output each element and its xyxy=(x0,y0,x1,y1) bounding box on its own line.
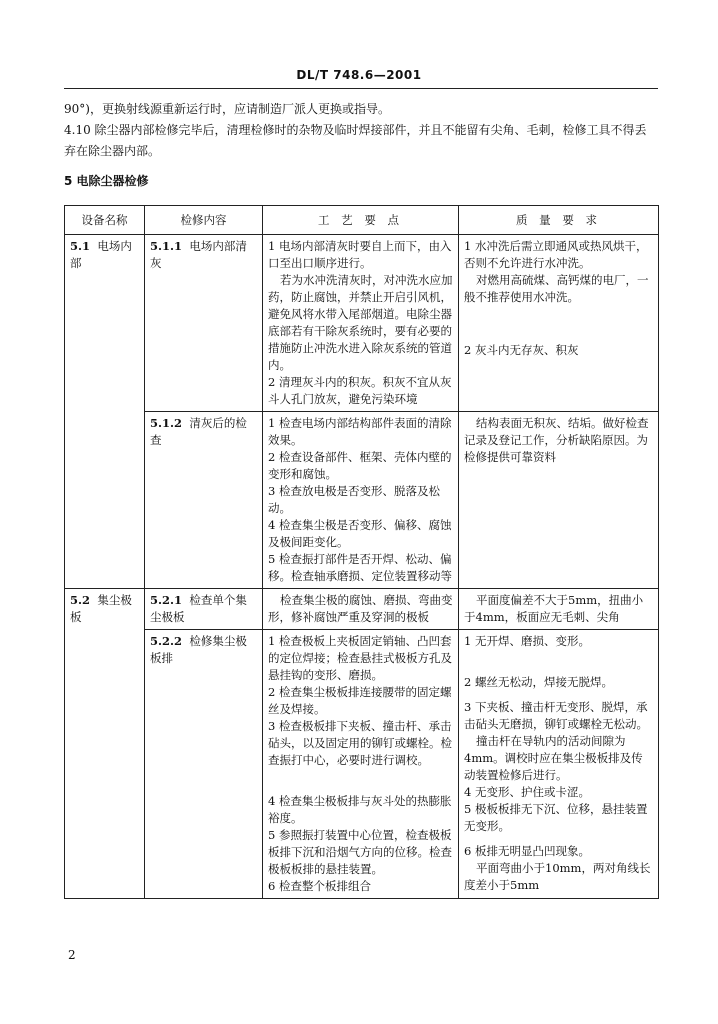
content-cell xyxy=(145,412,263,589)
item-content: 电场内部清灰 xyxy=(150,239,247,270)
table-header-row xyxy=(65,206,659,235)
device-cell xyxy=(65,589,145,899)
quality-point: 3 下夹板、撞击杆无变形、脱焊，承击砧头无磨损，铆钉或螺栓无松动。 xyxy=(464,700,648,731)
standard-code-header: DL/T 748.6—2001 xyxy=(296,68,422,82)
item-content: 检修集尘极板排 xyxy=(150,634,247,665)
device-number: 5.1 xyxy=(70,239,91,253)
quality-cell xyxy=(459,235,659,412)
quality-point: 1 无开焊、磨损、变形。 xyxy=(464,634,590,648)
process-point: 检查集尘极的腐蚀、磨损、弯曲变形，修补腐蚀严重及穿洞的极板 xyxy=(268,593,453,624)
quality-cell xyxy=(459,630,659,899)
content-cell xyxy=(145,589,263,630)
intro-line-2: 4.10 除尘器内部检修完毕后，清理检修时的杂物及临时焊接部件，并且不能留有尖角、毛刺，检修工具不得丢弃在除尘器内部。 xyxy=(64,123,647,158)
table-row xyxy=(65,589,659,630)
table-row xyxy=(65,630,659,899)
item-number: 5.1.1 xyxy=(150,239,183,253)
quality-cell xyxy=(459,589,659,630)
quality-point: 平面度偏差不大于5mm，扭曲小于4mm，板面应无毛刺、尖角 xyxy=(464,593,644,624)
process-point: 1 电场内部清灰时要自上而下，由入口至出口顺序进行。 xyxy=(268,239,452,270)
header-divider xyxy=(64,88,658,89)
process-point: 1 检查极板上夹板固定销轴、凸凹套的定位焊接；检查悬挂式极板方孔及悬挂钩的变形、磨损。 xyxy=(268,634,452,682)
device-name: 电场内部 xyxy=(70,239,132,270)
process-cell xyxy=(263,412,459,589)
quality-point: 2 灰斗内无存灰、积灰 xyxy=(464,343,579,357)
quality-cell xyxy=(459,412,659,589)
table-row xyxy=(65,412,659,589)
device-cell xyxy=(65,235,145,589)
page-number: 2 xyxy=(68,948,76,962)
process-point: 2 检查集尘极板排连接腰带的固定螺丝及焊接。 xyxy=(268,685,452,716)
process-point: 3 检查极板排下夹板、撞击杆、承击砧头，以及固定用的铆钉或螺栓。检查振打中心，必要时进行调校。 xyxy=(268,719,452,767)
section-title: 5 电除尘器检修 xyxy=(64,174,149,188)
quality-point: 结构表面无积灰、结垢。做好检查记录及登记工作，分析缺陷原因。为检修提供可靠资料 xyxy=(464,416,649,464)
quality-point: 4 无变形、护住或卡涩。 xyxy=(464,785,590,799)
item-number: 5.2.2 xyxy=(150,634,183,648)
quality-point: 5 极板板排无下沉、位移，悬挂装置无变形。 xyxy=(464,802,648,833)
device-number: 5.2 xyxy=(70,593,91,607)
quality-point: 1 水冲洗后需立即通风或热风烘干，否则不允许进行水冲洗。 xyxy=(464,239,648,270)
item-number: 5.1.2 xyxy=(150,416,183,430)
process-cell xyxy=(263,235,459,412)
device-name: 集尘极板 xyxy=(70,593,132,624)
quality-point: 2 螺丝无松动，焊接无脱焊。 xyxy=(464,675,613,689)
process-point: 6 检查整个板排组合 xyxy=(268,879,371,893)
process-point: 4 检查集尘极板排与灰斗处的热膨胀裕度。 xyxy=(268,794,452,825)
header-process-points: 工 艺 要 点 xyxy=(263,206,459,235)
maintenance-table xyxy=(64,205,659,899)
item-content: 清灰后的检查 xyxy=(150,416,247,447)
process-point: 2 清理灰斗内的积灰。积灰不宜从灰斗人孔门放灰，避免污染环境 xyxy=(268,375,452,406)
process-point: 4 检查集尘极是否变形、偏移、腐蚀及极间距变化。 xyxy=(268,518,452,549)
quality-point: 撞击杆在导轨内的活动间隙为4mm。调校时应在集尘极板排及传动装置检修后进行。 xyxy=(464,734,643,782)
header-device-name: 设备名称 xyxy=(65,206,145,235)
content-cell xyxy=(145,630,263,899)
process-point: 2 检查设备部件、框架、壳体内壁的变形和腐蚀。 xyxy=(268,450,452,481)
quality-point: 对燃用高硫煤、高钙煤的电厂，一般不推荐使用水冲洗。 xyxy=(464,273,649,304)
header-maintenance-content: 检修内容 xyxy=(145,206,263,235)
process-point: 若为水冲洗清灰时，对冲洗水应加药，防止腐蚀，并禁止开启引风机，避免风将水带入尾部烟道。电除尘器底部若有干除灰系统时，要有必要的措施防止冲洗水进入除灰系统的管道内。 xyxy=(268,273,453,372)
content-cell xyxy=(145,235,263,412)
process-cell xyxy=(263,630,459,899)
process-point: 3 检查放电极是否变形、脱落及松动。 xyxy=(268,484,440,515)
item-number: 5.2.1 xyxy=(150,593,183,607)
header-quality-requirements: 质 量 要 求 xyxy=(459,206,659,235)
quality-point: 6 板排无明显凸凹现象。 xyxy=(464,844,590,858)
process-point: 1 检查电场内部结构部件表面的清除效果。 xyxy=(268,416,452,447)
item-content: 检查单个集尘极板 xyxy=(150,593,247,624)
process-cell xyxy=(263,589,459,630)
intro-text xyxy=(64,99,656,162)
process-point: 5 检查振打部件是否开焊、松动、偏移。检查轴承磨损、定位装置移动等 xyxy=(268,552,452,583)
quality-point: 平面弯曲小于10mm，两对角线长度差小于5mm xyxy=(464,861,651,892)
table-row xyxy=(65,235,659,412)
intro-line-1: 90°)，更换射线源重新运行时，应请制造厂派人更换或指导。 xyxy=(64,102,390,116)
process-point: 5 参照振打装置中心位置，检查极板板排下沉和沿烟气方向的位移。检查极板板排的悬挂装置。 xyxy=(268,828,452,876)
